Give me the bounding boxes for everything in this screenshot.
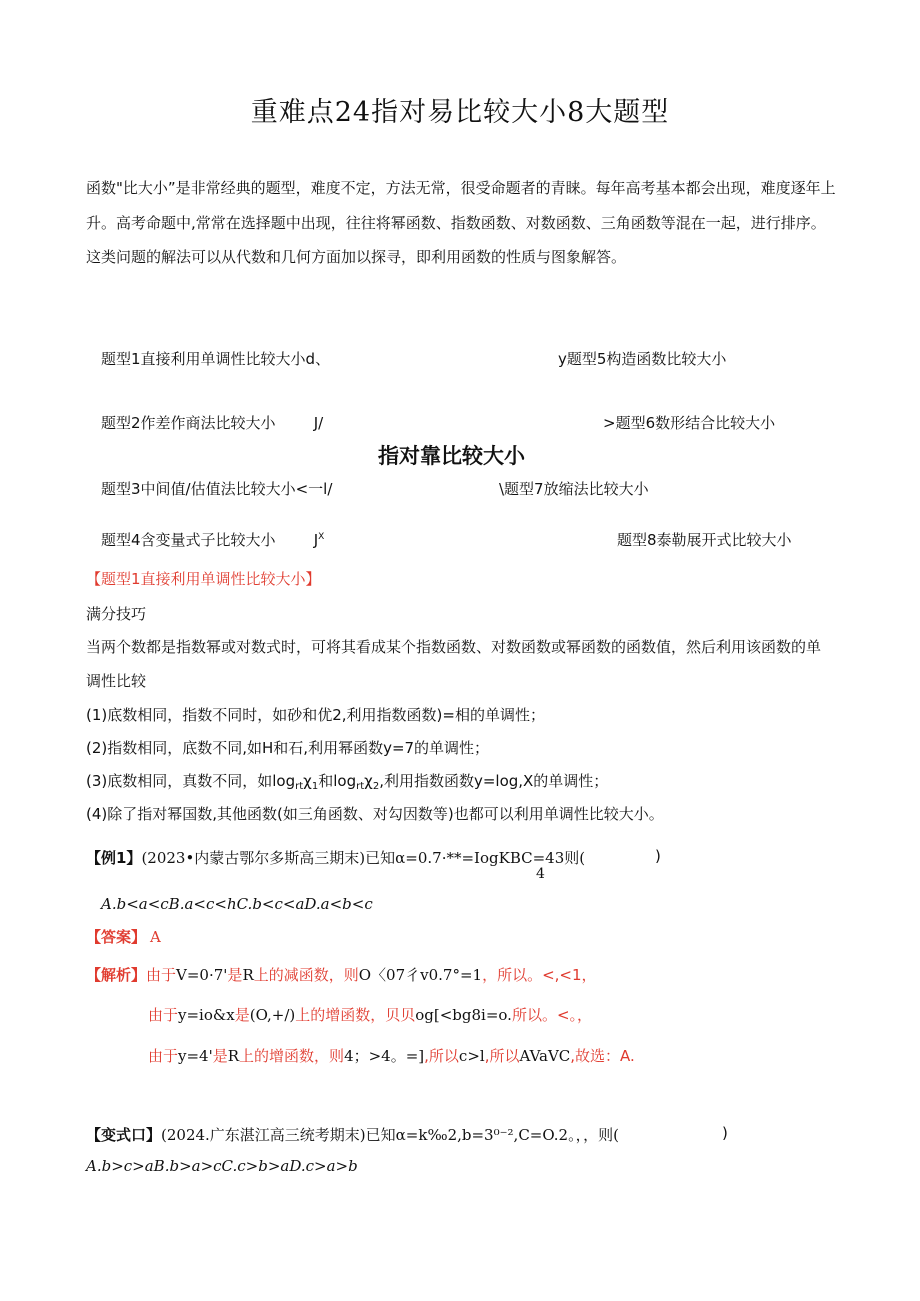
page-title: 重难点24指对易比较大小8大题型 xyxy=(250,97,670,128)
item3-part-e: ,利用指数函数y=log,X的单调性； xyxy=(379,772,609,790)
a1-k1: V=0·7' xyxy=(176,966,228,984)
answer-line xyxy=(86,926,161,947)
answer-value: A xyxy=(150,928,161,946)
variant-label: 【变式口】 xyxy=(86,1126,162,1144)
skill-item-2: (2)指数相同，底数不同,如H和石,利用幂函数y=7的单调性； xyxy=(86,739,490,757)
a3-r3: 上的增函数，则 xyxy=(239,1047,345,1065)
item3-sub-3: rt xyxy=(356,781,365,792)
example-label: 【例1】 xyxy=(86,849,142,867)
analysis-line-3 xyxy=(148,1045,635,1066)
a2-k3: og[<bg8i=o. xyxy=(415,1006,512,1024)
answer-label: 【答案】 xyxy=(86,928,147,946)
a1-k3: O〈07彳v0.7°=1 xyxy=(358,966,483,984)
a3-r5: ,所以 xyxy=(484,1047,520,1065)
a2-r4: 所以。<。， xyxy=(511,1006,593,1024)
diagram-right-7: \题型7放缩法比较大小 xyxy=(499,480,649,498)
skill-line-2: 调性比较 xyxy=(86,672,147,690)
diagram-center-title: 指对靠比较大小 xyxy=(378,444,525,468)
a2-k2: (O,+/) xyxy=(249,1006,296,1024)
diagram-right-6: >题型6数形结合比较大小 xyxy=(603,414,776,432)
section-header: 【题型1直接利用单调性比较大小】 xyxy=(86,570,321,588)
item3-sub-1: rt xyxy=(295,781,304,792)
diagram-right-8: 题型8泰勒展开式比较大小 xyxy=(617,531,792,549)
item3-part-a: (3)底数相同，真数不同，如log xyxy=(86,772,296,790)
item3-sub-2: 1 xyxy=(311,781,319,792)
example-question-text: (2023•内蒙古鄂尔多斯高三期末)已知α=0.7·**=IogKBC=43则( xyxy=(141,849,586,867)
variant-question xyxy=(86,1124,619,1145)
a3-k1: y=4' xyxy=(178,1047,213,1065)
analysis-label: 【解析】 xyxy=(86,966,147,984)
a3-r2: 是 xyxy=(212,1047,228,1065)
item3-part-c: 和log xyxy=(318,772,357,790)
diagram-left-4 xyxy=(101,529,324,550)
a3-r6: ,故选：A. xyxy=(570,1047,635,1065)
a1-r2: 是 xyxy=(227,966,243,984)
example-close-paren: ) xyxy=(655,847,661,865)
analysis-line-2 xyxy=(148,1004,592,1025)
a3-k2: R xyxy=(227,1047,240,1065)
skill-item-4: (4)除了指对幂国数,其他函数(如三角函数、对勾因数等)也都可以利用单调性比较大小。 xyxy=(86,805,664,823)
a3-k4: c>l xyxy=(458,1047,485,1065)
a1-r3: 上的减函数，则 xyxy=(253,966,359,984)
a2-r1: 由于 xyxy=(148,1006,179,1024)
a2-r2: 是 xyxy=(234,1006,250,1024)
diagram-left-4-text: 题型4含变量式子比较大小 J xyxy=(101,531,319,549)
skill-line-1: 当两个数都是指数幂或对数式时，可将其看成某个指数函数、对数函数或幂函数的函数值，然后利用该函数的单 xyxy=(86,638,822,656)
skill-item-3 xyxy=(86,770,608,792)
diagram-left-1: 题型1直接利用单调性比较大小d、 xyxy=(101,350,331,368)
variant-options: A.b>c>aB.b>a>cC.c>b>aD.c>a>b xyxy=(86,1157,358,1175)
item3-sub-4: 2 xyxy=(372,781,380,792)
a2-k1: y=io&x xyxy=(178,1006,235,1024)
a1-r4: ，所以。<,<1， xyxy=(482,966,597,984)
variant-close-paren: ) xyxy=(722,1124,728,1142)
skill-item-1: (1)底数相同，指数不同时，如砂和优2,利用指数函数)=相的单调性； xyxy=(86,706,545,724)
analysis-line-1 xyxy=(86,964,597,985)
a1-r1: 由于 xyxy=(146,966,177,984)
a3-k5: AVaVC xyxy=(519,1047,571,1065)
a3-k3: 4；>4。=] xyxy=(344,1047,425,1065)
variant-question-text: (2024.广东湛江高三统考期末)已知α=k‰2,b=3⁰⁻²,C=O.2。，，则( xyxy=(161,1126,619,1144)
diagram-right-5: y题型5构造函数比较大小 xyxy=(558,350,727,368)
a1-k2: R xyxy=(242,966,254,984)
example-question xyxy=(86,847,585,868)
example-sub-digit: 4 xyxy=(536,866,545,882)
skill-title: 满分技巧 xyxy=(86,605,147,623)
item3-part-d: χ xyxy=(364,772,373,790)
a2-r3: 上的增函数，贝贝 xyxy=(295,1006,416,1024)
diagram-left-3: 题型3中间值/估值法比较大小<一l/ xyxy=(101,480,333,498)
diagram-left-4-sup: X xyxy=(318,532,325,542)
intro-paragraph: 函数"比大小”是非常经典的题型，难度不定，方法无常，很受命题者的青睐。每年高考基本都会出现，难度逐年上升。高考命题中,常常在选择题中出现，往往将幂函数、指数函数、对数函数、三角函数等混在一起，进行排序。这类问题的解法可以从代数和几何方面加以探寻，即利用函数的性质与图象解答。 xyxy=(86,179,836,266)
a3-r4: ,所以 xyxy=(424,1047,459,1065)
a3-r1: 由于 xyxy=(148,1047,179,1065)
example-options: A.b<a<cB.a<c<hC.b<c<aD.a<b<c xyxy=(101,895,373,913)
diagram-left-2: 题型2作差作商法比较大小 J/ xyxy=(101,414,324,432)
item3-part-b: χ xyxy=(303,772,312,790)
